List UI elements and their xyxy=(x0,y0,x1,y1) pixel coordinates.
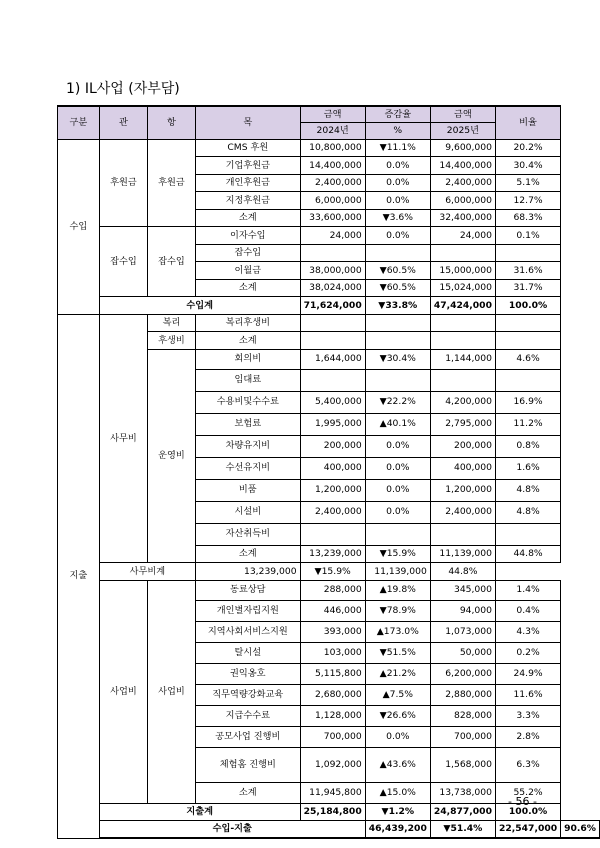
change-cell: ▼15.9% xyxy=(365,545,430,563)
table-row xyxy=(58,139,600,157)
amount-2024-cell xyxy=(300,523,365,545)
mok-cell: 소계 xyxy=(196,782,301,803)
change-cell: ▼51.4% xyxy=(430,821,495,839)
amount-2024-cell: 10,800,000 xyxy=(300,139,365,157)
change-cell: 0.0% xyxy=(365,192,430,210)
mok-cell: 기업후원금 xyxy=(196,157,301,175)
ratio-cell: 100.0% xyxy=(495,803,560,821)
hang-welfare-top: 복리 xyxy=(147,314,195,332)
change-cell: 0.0% xyxy=(365,501,430,523)
table-row xyxy=(58,580,600,600)
hang-welfare-bottom: 후생비 xyxy=(147,332,195,350)
mok-cell: 지역사회서비스지원 xyxy=(196,621,301,642)
amount-2024-cell xyxy=(300,369,365,391)
header-amount-2024: 금액 xyxy=(300,106,365,122)
amount-2025-cell: 345,000 xyxy=(430,580,495,600)
mok-cell: 지급수수료 xyxy=(196,705,301,726)
change-cell: 0.0% xyxy=(365,157,430,175)
budget-table xyxy=(57,105,600,839)
amount-2025-cell: 6,200,000 xyxy=(430,663,495,684)
amount-2025-cell: 50,000 xyxy=(430,642,495,663)
amount-2025-cell xyxy=(430,369,495,391)
amount-2024-cell xyxy=(300,314,365,332)
amount-2025-cell xyxy=(430,314,495,332)
change-cell: ▲15.0% xyxy=(365,782,430,803)
amount-2024-cell: 25,184,800 xyxy=(300,803,365,821)
change-cell: ▼33.8% xyxy=(365,297,430,315)
amount-2024-cell: 400,000 xyxy=(300,457,365,479)
ratio-cell: 100.0% xyxy=(495,297,560,315)
amount-2024-cell: 1,092,000 xyxy=(300,747,365,782)
amount-2025-cell: 6,000,000 xyxy=(430,192,495,210)
amount-2024-cell: 1,128,000 xyxy=(300,705,365,726)
mok-cell: 자산취득비 xyxy=(196,523,301,545)
amount-2025-cell: 1,568,000 xyxy=(430,747,495,782)
amount-2024-cell: 38,000,000 xyxy=(300,262,365,280)
hang-project: 사업비 xyxy=(147,580,195,803)
amount-2025-cell: 14,400,000 xyxy=(430,157,495,175)
amount-2024-cell: 46,439,200 xyxy=(365,821,430,839)
ratio-cell: 0.4% xyxy=(495,600,560,621)
header-amount-2025: 금액 xyxy=(430,106,495,122)
mok-cell: 이자수입 xyxy=(196,227,301,245)
office-total-row xyxy=(58,563,600,581)
mok-cell: 회의비 xyxy=(196,349,301,369)
mok-cell: 차량유지비 xyxy=(196,435,301,457)
amount-2024-cell: 200,000 xyxy=(300,435,365,457)
change-cell: ▼51.5% xyxy=(365,642,430,663)
amount-2024-cell: 2,400,000 xyxy=(300,174,365,192)
ratio-cell: 0.1% xyxy=(495,227,560,245)
ratio-cell: 68.3% xyxy=(495,209,560,227)
change-cell: ▲21.2% xyxy=(365,663,430,684)
header-year-2025: 2025년 xyxy=(430,122,495,139)
ratio-cell: 31.7% xyxy=(495,279,560,297)
header-ratio: 비율 xyxy=(495,106,560,139)
ratio-cell: 31.6% xyxy=(495,262,560,280)
mok-cell: 시설비 xyxy=(196,501,301,523)
net-total-row xyxy=(58,821,600,839)
table-row xyxy=(58,314,600,332)
mok-cell: 소계 xyxy=(196,545,301,563)
amount-2024-cell: 103,000 xyxy=(300,642,365,663)
amount-2024-cell: 5,115,800 xyxy=(300,663,365,684)
header-change: 증감율 xyxy=(365,106,430,122)
amount-2024-cell: 14,400,000 xyxy=(300,157,365,175)
ratio-cell: 0.8% xyxy=(495,435,560,457)
amount-2024-cell: 13,239,000 xyxy=(196,563,301,581)
ratio-cell: 90.6% xyxy=(561,821,600,839)
amount-2025-cell xyxy=(430,244,495,262)
mok-cell: 수선유지비 xyxy=(196,457,301,479)
net-total-label: 수입-지출 xyxy=(99,821,365,839)
header-mok: 목 xyxy=(196,106,301,139)
change-cell xyxy=(365,523,430,545)
amount-2024-cell: 33,600,000 xyxy=(300,209,365,227)
amount-2025-cell: 24,000 xyxy=(430,227,495,245)
gwan-jabsuip: 잡수입 xyxy=(99,227,147,297)
ratio-cell: 24.9% xyxy=(495,663,560,684)
amount-2025-cell: 32,400,000 xyxy=(430,209,495,227)
table-row xyxy=(58,227,600,245)
ratio-cell: 4.8% xyxy=(495,479,560,501)
mok-cell: CMS 후원 xyxy=(196,139,301,157)
change-cell: ▲19.8% xyxy=(365,580,430,600)
mok-cell: 지정후원금 xyxy=(196,192,301,210)
amount-2025-cell: 200,000 xyxy=(430,435,495,457)
amount-2025-cell: 47,424,000 xyxy=(430,297,495,315)
header-gwan: 관 xyxy=(99,106,147,139)
amount-2025-cell: 2,795,000 xyxy=(430,413,495,435)
amount-2024-cell xyxy=(300,244,365,262)
amount-2024-cell: 446,000 xyxy=(300,600,365,621)
ratio-cell xyxy=(495,523,560,545)
change-cell: ▼1.2% xyxy=(365,803,430,821)
mok-cell: 체험홈 진행비 xyxy=(196,747,301,782)
ratio-cell: 11.2% xyxy=(495,413,560,435)
mok-cell: 잡수입 xyxy=(196,244,301,262)
amount-2025-cell: 15,024,000 xyxy=(430,279,495,297)
amount-2024-cell: 288,000 xyxy=(300,580,365,600)
mok-cell: 수용비및수수료 xyxy=(196,391,301,413)
ratio-cell xyxy=(495,369,560,391)
ratio-cell xyxy=(495,244,560,262)
page-number: - 56 - xyxy=(508,795,537,808)
change-cell: ▼60.5% xyxy=(365,262,430,280)
change-cell: ▲40.1% xyxy=(365,413,430,435)
ratio-cell: 1.4% xyxy=(495,580,560,600)
mok-cell: 비품 xyxy=(196,479,301,501)
ratio-cell: 4.6% xyxy=(495,349,560,369)
amount-2025-cell: 2,880,000 xyxy=(430,684,495,705)
change-cell: 0.0% xyxy=(365,479,430,501)
amount-2024-cell: 38,024,000 xyxy=(300,279,365,297)
amount-2025-cell: 11,139,000 xyxy=(365,563,430,581)
amount-2024-cell: 71,624,000 xyxy=(300,297,365,315)
mok-cell: 보험료 xyxy=(196,413,301,435)
mok-cell: 직무역량강화교육 xyxy=(196,684,301,705)
change-cell xyxy=(365,244,430,262)
gwan-project: 사업비 xyxy=(99,580,147,803)
change-cell: ▼60.5% xyxy=(365,279,430,297)
gwan-office: 사무비 xyxy=(99,314,147,563)
amount-2024-cell: 6,000,000 xyxy=(300,192,365,210)
amount-2024-cell: 5,400,000 xyxy=(300,391,365,413)
ratio-cell: 2.8% xyxy=(495,726,560,747)
change-cell: ▲173.0% xyxy=(365,621,430,642)
ratio-cell: 20.2% xyxy=(495,139,560,157)
amount-2025-cell: 400,000 xyxy=(430,457,495,479)
amount-2024-cell: 393,000 xyxy=(300,621,365,642)
amount-2025-cell: 24,877,000 xyxy=(430,803,495,821)
amount-2025-cell: 700,000 xyxy=(430,726,495,747)
mok-cell: 임대료 xyxy=(196,369,301,391)
amount-2024-cell: 1,995,000 xyxy=(300,413,365,435)
header-year-2024: 2024년 xyxy=(300,122,365,139)
ratio-cell: 5.1% xyxy=(495,174,560,192)
change-cell: ▼3.6% xyxy=(365,209,430,227)
mok-cell: 소계 xyxy=(196,279,301,297)
ratio-cell xyxy=(495,314,560,332)
change-cell: ▼11.1% xyxy=(365,139,430,157)
change-cell: ▼15.9% xyxy=(300,563,365,581)
mok-cell: 소계 xyxy=(196,332,301,350)
amount-2025-cell: 22,547,000 xyxy=(495,821,560,839)
gwan-huwongeum: 후원금 xyxy=(99,139,147,227)
amount-2025-cell: 828,000 xyxy=(430,705,495,726)
category-income: 수입 xyxy=(58,139,100,314)
amount-2025-cell xyxy=(430,523,495,545)
amount-2024-cell: 700,000 xyxy=(300,726,365,747)
expense-total-label: 지출계 xyxy=(99,803,300,821)
mok-cell: 소계 xyxy=(196,209,301,227)
change-cell: ▲7.5% xyxy=(365,684,430,705)
amount-2025-cell: 9,600,000 xyxy=(430,139,495,157)
amount-2024-cell: 2,680,000 xyxy=(300,684,365,705)
change-cell xyxy=(365,369,430,391)
amount-2025-cell: 15,000,000 xyxy=(430,262,495,280)
amount-2025-cell xyxy=(430,332,495,350)
amount-2025-cell: 4,200,000 xyxy=(430,391,495,413)
ratio-cell: 44.8% xyxy=(430,563,495,581)
income-total-label: 수입계 xyxy=(99,297,300,315)
ratio-cell: 30.4% xyxy=(495,157,560,175)
change-cell: 0.0% xyxy=(365,457,430,479)
mok-cell: 개인후원금 xyxy=(196,174,301,192)
hang-operating: 운영비 xyxy=(147,349,195,563)
amount-2024-cell: 24,000 xyxy=(300,227,365,245)
ratio-cell: 1.6% xyxy=(495,457,560,479)
ratio-cell: 6.3% xyxy=(495,747,560,782)
mok-cell: 개인별자립지원 xyxy=(196,600,301,621)
header-hang: 항 xyxy=(147,106,195,139)
amount-2024-cell: 1,200,000 xyxy=(300,479,365,501)
ratio-cell: 44.8% xyxy=(495,545,560,563)
amount-2025-cell: 13,738,000 xyxy=(430,782,495,803)
ratio-cell: 0.2% xyxy=(495,642,560,663)
change-cell: 0.0% xyxy=(365,435,430,457)
ratio-cell: 55.2% xyxy=(495,782,560,803)
header-pct: % xyxy=(365,122,430,139)
ratio-cell: 4.3% xyxy=(495,621,560,642)
hang-huwongeum: 후원금 xyxy=(147,139,195,227)
mok-cell: 공모사업 진행비 xyxy=(196,726,301,747)
header-gubun: 구분 xyxy=(58,106,100,139)
change-cell: 0.0% xyxy=(365,726,430,747)
amount-2024-cell: 1,644,000 xyxy=(300,349,365,369)
change-cell: 0.0% xyxy=(365,227,430,245)
amount-2024-cell: 2,400,000 xyxy=(300,501,365,523)
amount-2024-cell: 11,945,800 xyxy=(300,782,365,803)
amount-2025-cell: 1,144,000 xyxy=(430,349,495,369)
office-total-label: 사무비계 xyxy=(99,563,195,581)
mok-cell: 탈시설 xyxy=(196,642,301,663)
change-cell xyxy=(365,332,430,350)
ratio-cell: 16.9% xyxy=(495,391,560,413)
ratio-cell: 11.6% xyxy=(495,684,560,705)
amount-2024-cell xyxy=(300,332,365,350)
change-cell: ▼30.4% xyxy=(365,349,430,369)
change-cell: ▲43.6% xyxy=(365,747,430,782)
hang-jabsuip: 잡수입 xyxy=(147,227,195,297)
amount-2024-cell: 13,239,000 xyxy=(300,545,365,563)
change-cell xyxy=(365,314,430,332)
ratio-cell: 4.8% xyxy=(495,501,560,523)
ratio-cell: 12.7% xyxy=(495,192,560,210)
amount-2025-cell: 2,400,000 xyxy=(430,501,495,523)
amount-2025-cell: 2,400,000 xyxy=(430,174,495,192)
ratio-cell xyxy=(495,332,560,350)
category-expense: 지출 xyxy=(58,314,100,838)
mok-cell: 권익옹호 xyxy=(196,663,301,684)
change-cell: 0.0% xyxy=(365,174,430,192)
income-total-row xyxy=(58,297,600,315)
change-cell: ▼78.9% xyxy=(365,600,430,621)
amount-2025-cell: 1,073,000 xyxy=(430,621,495,642)
amount-2025-cell: 1,200,000 xyxy=(430,479,495,501)
page-title: 1) IL사업 (자부담) xyxy=(66,81,180,97)
mok-cell: 동료상담 xyxy=(196,580,301,600)
amount-2025-cell: 11,139,000 xyxy=(430,545,495,563)
change-cell: ▼22.2% xyxy=(365,391,430,413)
change-cell: ▼26.6% xyxy=(365,705,430,726)
budget-table-body xyxy=(58,139,600,838)
mok-cell: 이월금 xyxy=(196,262,301,280)
mok-cell: 복리후생비 xyxy=(196,314,301,332)
amount-2025-cell: 94,000 xyxy=(430,600,495,621)
ratio-cell: 3.3% xyxy=(495,705,560,726)
